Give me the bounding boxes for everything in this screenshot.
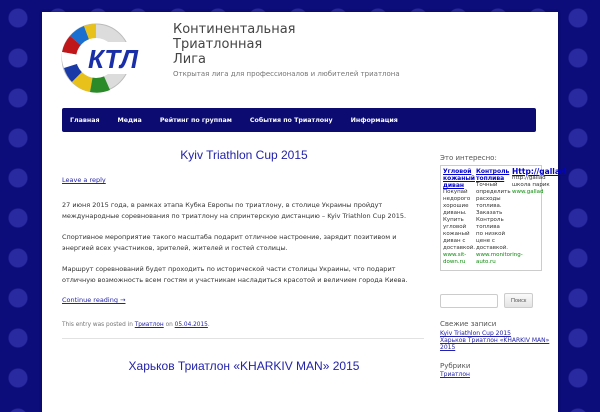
site-title-line[interactable]: Континентальная [173,22,296,37]
continue-reading-link[interactable]: Continue reading → [62,296,126,304]
search-input[interactable] [440,294,498,308]
site-title-line[interactable]: Триатлонная [173,37,263,52]
meta-prefix: This entry was posted in [62,322,133,328]
ad-item[interactable] [476,168,523,266]
nav-item-events[interactable]: События по Триатлону [249,116,333,124]
site-logo[interactable] [60,22,156,94]
post-paragraph: Маршрут соревнований будет проходить по исторической части столицы Украины, что подарит отличную возможность всем гостям и участникам насладиться красотой и величием города Киева. [62,265,408,284]
nav-item-home[interactable]: Главная [70,116,100,124]
ad-text: Точный определить расходы топлива. Заказать Контроль топлива по низкой цене с доставкой. [476,182,511,251]
recent-post-link[interactable]: Kyiv Triathlon Cup 2015 [440,330,511,337]
post-title[interactable]: Kyiv Triathlon Cup 2015 [180,148,308,162]
ad-url[interactable]: www.monitoring-auto.ru [476,252,523,265]
site-description: Открытая лига для профессионалов и любителей триатлона [173,70,400,78]
page-container [42,12,566,412]
ads-block [440,165,566,271]
recent-posts-title: Свежие записи [440,320,497,328]
ad-text: http://gallad школа парик [512,175,550,188]
recent-post-link[interactable]: Харьков Триатлон «KHARKIV MAN» 2015 [440,337,550,351]
ad-title[interactable]: Контроль топлива [476,168,510,182]
categories-title: Рубрики [440,362,471,370]
category-link[interactable]: Триатлон [440,371,470,378]
post-title-2[interactable]: Харьков Триатлон «KHARKIV MAN» 2015 [128,359,360,373]
meta-category-link[interactable]: Триатлон [134,322,164,328]
ad-title[interactable]: Http://gallad [512,167,566,176]
main-nav [62,108,536,132]
interesting-title: Это интересно: [440,154,497,162]
search-button[interactable]: Поиск [504,293,533,308]
ad-item[interactable] [512,167,566,196]
site-title[interactable] [173,22,373,67]
ad-url[interactable]: www.sit-down.ru [443,252,467,265]
site-title-line[interactable]: Лига [173,52,207,67]
ad-url[interactable]: www.gallad [512,189,544,195]
entry-meta [62,322,426,328]
post-paragraph: 27 июня 2015 года, в рамках этапа Кубка Европы по триатлону, в столице Украины пройдут международные соревнования по триатлону на спринтерскую дистанцию – Kyiv Triathlon Cup 2015. [62,201,407,220]
ad-item[interactable] [443,168,476,266]
post-paragraph: Спортивное мероприятие такого масштаба подарит отличное настроение, зарядит позитивом и энергией всех участников, зрителей, жителей и гостей столицы. [62,233,397,252]
content-area [62,144,426,387]
nav-item-rating[interactable]: Рейтинг по группам [159,116,232,124]
meta-date-link[interactable]: 05.04.2015 [174,322,208,328]
leave-reply-link[interactable]: Leave a reply [62,176,106,184]
nav-item-info[interactable]: Информация [350,116,398,124]
meta-on: on [165,322,173,328]
sidebar [440,154,566,378]
meta-end: . [207,322,210,328]
ad-title[interactable]: Угловой кожаный диван [443,168,475,189]
ad-text: Покупай недорого хорошие диваны. Купить угловой кожаный диван с доставкой. [443,189,476,251]
nav-item-media[interactable]: Медиа [117,116,142,124]
post-separator [62,338,424,339]
logo-text: КТЛ [88,44,139,74]
search-form [440,293,558,308]
